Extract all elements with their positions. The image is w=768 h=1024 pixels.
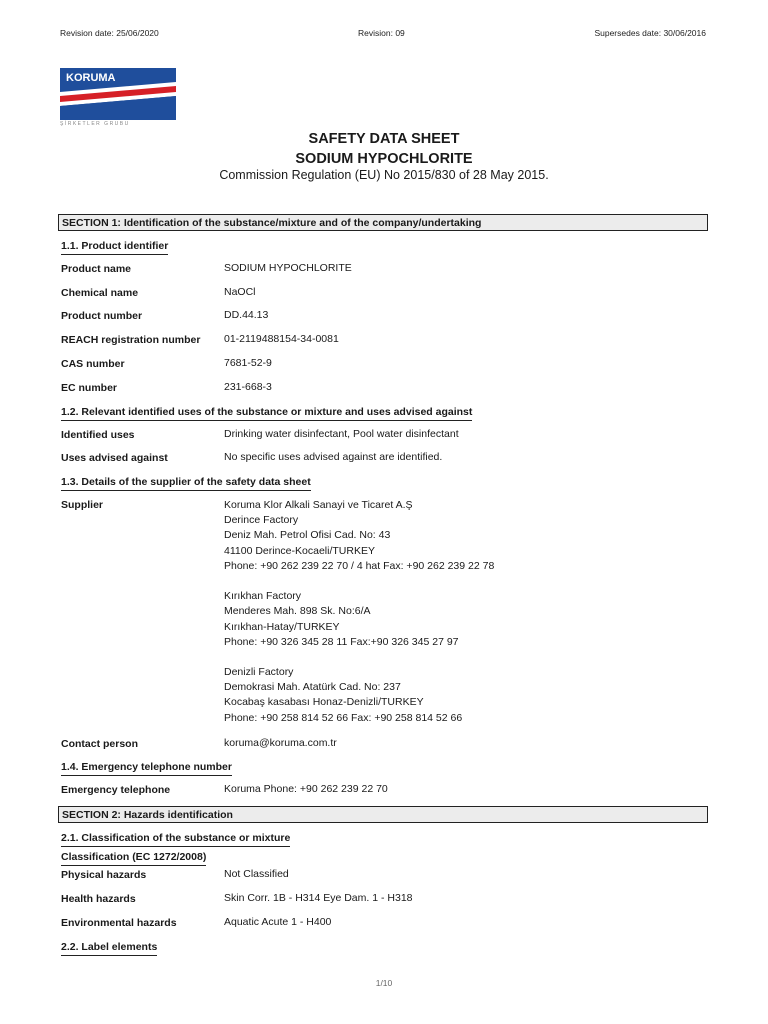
- ec-value: 231-668-3: [224, 381, 272, 393]
- identified-uses-label: Identified uses: [61, 429, 135, 441]
- supplier-line: Demokrasi Mah. Atatürk Cad. No: 237: [224, 681, 401, 694]
- product-name-label: Product name: [61, 263, 132, 275]
- subsection-1-3: 1.3. Details of the supplier of the safety data sheet: [61, 476, 311, 491]
- logo-tagline: ŞİRKETLER GRUBU: [60, 121, 130, 127]
- product-number-label: Product number: [61, 310, 143, 322]
- supplier-line: Deniz Mah. Petrol Ofisi Cad. No: 43: [224, 529, 391, 542]
- health-hazards-value: Skin Corr. 1B - H314 Eye Dam. 1 - H318: [224, 892, 413, 904]
- supplier-line: Phone: +90 262 239 22 70 / 4 hat Fax: +90 262 239 22 78: [224, 559, 495, 572]
- classification-heading: Classification (EC 1272/2008): [61, 851, 206, 866]
- supplier-line: Denizli Factory: [224, 666, 294, 679]
- revision-date: Revision date: 25/06/2020: [60, 28, 159, 38]
- supplier-spacer: [224, 650, 494, 665]
- supplier-line: 41100 Derince-Kocaeli/TURKEY: [224, 544, 375, 557]
- identified-uses-value: Drinking water disinfectant, Pool water disinfectant: [224, 428, 459, 440]
- subsection-1-1: 1.1. Product identifier: [61, 240, 168, 255]
- page-number: 1/10: [375, 978, 393, 988]
- supplier-line: Kocabaş kasabası Honaz-Denizli/TURKEY: [224, 696, 424, 709]
- chemical-name-label: Chemical name: [61, 287, 139, 299]
- uses-against-label: Uses advised against: [61, 452, 168, 464]
- svg-text:KORUMA: KORUMA: [66, 72, 116, 84]
- section2-heading: SECTION 2: Hazards identification: [58, 806, 708, 823]
- koruma-logo: [60, 68, 176, 120]
- health-hazards-label: Health hazards: [61, 893, 136, 905]
- physical-hazards-value: Not Classified: [224, 868, 289, 880]
- emergency-telephone-label: Emergency telephone: [61, 784, 171, 796]
- product-name-value: SODIUM HYPOCHLORITE: [224, 262, 352, 274]
- supplier-line: Kırıkhan-Hatay/TURKEY: [224, 620, 340, 633]
- subsection-2-1: 2.1. Classification of the substance or mixture: [61, 832, 290, 847]
- reach-label: REACH registration number: [61, 334, 201, 346]
- supplier-address-block: [224, 498, 494, 726]
- subsection-2-2: 2.2. Label elements: [61, 941, 157, 956]
- revision-number: Revision: 09: [358, 28, 405, 38]
- section1-heading: SECTION 1: Identification of the substance/mixture and of the company/undertaking: [58, 214, 708, 231]
- supplier-label: Supplier: [61, 499, 104, 511]
- supplier-line: Menderes Mah. 898 Sk. No:6/A: [224, 605, 371, 618]
- supplier-line: Phone: +90 326 345 28 11 Fax:+90 326 345 27 97: [224, 635, 459, 648]
- contact-person-label: Contact person: [61, 738, 139, 750]
- supplier-line: Derince Factory: [224, 514, 299, 527]
- uses-against-value: No specific uses advised against are identified.: [224, 451, 443, 463]
- chemical-name-value: NaOCl: [224, 286, 256, 298]
- subsection-1-4: 1.4. Emergency telephone number: [61, 761, 232, 776]
- product-number-value: DD.44.13: [224, 309, 269, 321]
- document-title: SAFETY DATA SHEET: [308, 131, 460, 147]
- ec-label: EC number: [61, 382, 118, 394]
- physical-hazards-label: Physical hazards: [61, 869, 147, 881]
- supplier-line: Koruma Klor Alkali Sanayi ve Ticaret A.Ş: [224, 499, 413, 511]
- cas-label: CAS number: [61, 358, 125, 370]
- contact-email-link[interactable]: koruma@koruma.com.tr: [224, 737, 337, 749]
- reach-value: 01-2119488154-34-0081: [224, 333, 339, 345]
- environmental-hazards-value: Aquatic Acute 1 - H400: [224, 916, 332, 928]
- supersedes-date: Supersedes date: 30/06/2016: [594, 28, 706, 38]
- supplier-line: Phone: +90 258 814 52 66 Fax: +90 258 814 52 66: [224, 711, 463, 724]
- regulation-text: Commission Regulation (EU) No 2015/830 of 28 May 2015.: [219, 168, 549, 182]
- supplier-spacer: [224, 574, 494, 589]
- product-title: SODIUM HYPOCHLORITE: [295, 151, 473, 167]
- environmental-hazards-label: Environmental hazards: [61, 917, 177, 929]
- cas-value: 7681-52-9: [224, 357, 272, 369]
- subsection-1-2: 1.2. Relevant identified uses of the substance or mixture and uses advised against: [61, 406, 472, 421]
- supplier-line: Kırıkhan Factory: [224, 590, 302, 603]
- emergency-telephone-value: Koruma Phone: +90 262 239 22 70: [224, 783, 388, 795]
